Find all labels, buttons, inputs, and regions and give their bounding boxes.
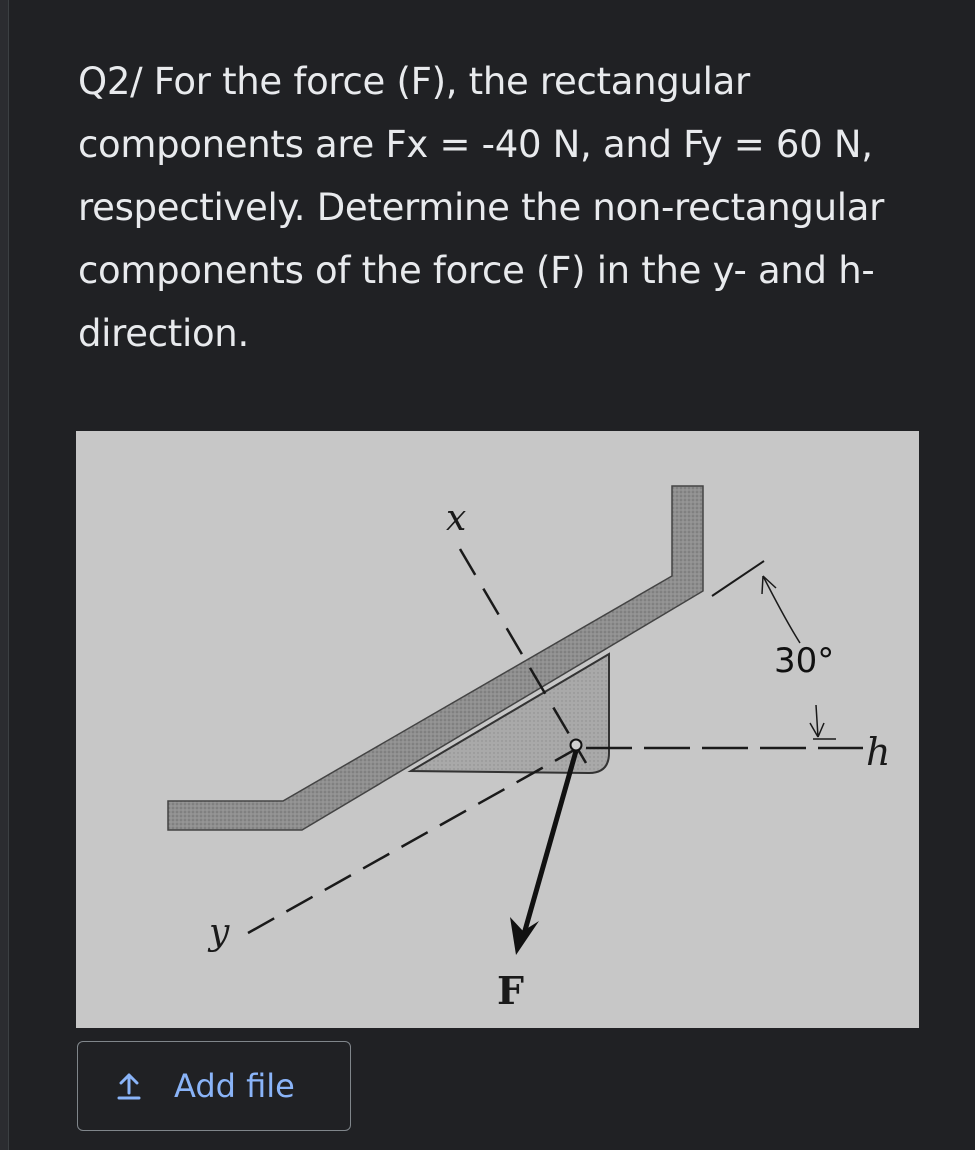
force-diagram bbox=[76, 431, 919, 1028]
upload-icon bbox=[114, 1071, 144, 1101]
x-axis-label: x bbox=[446, 498, 467, 539]
angle-label: 30° bbox=[774, 641, 835, 681]
add-file-label: Add file bbox=[174, 1067, 295, 1105]
y-axis-label: y bbox=[209, 912, 230, 953]
add-file-button[interactable] bbox=[77, 1041, 351, 1131]
angle-extension-line bbox=[712, 561, 764, 596]
angle-arc bbox=[763, 576, 800, 643]
force-arrow-shaft bbox=[522, 751, 576, 941]
angle-arc-lower bbox=[816, 705, 818, 737]
question-text: Q2/ For the force (F), the rectangular components are Fx = -40 N, and Fy = 60 N, respectively. Determine the non-rectangular components of the force (F) in the y- and h-direction. bbox=[78, 60, 884, 355]
h-axis-label: h bbox=[866, 730, 891, 774]
bent-bar bbox=[168, 486, 703, 830]
force-label: F bbox=[497, 968, 524, 1013]
left-border bbox=[0, 0, 9, 1150]
y-axis-line bbox=[248, 749, 576, 933]
pivot-point bbox=[571, 740, 582, 751]
force-arrowhead bbox=[510, 917, 539, 955]
